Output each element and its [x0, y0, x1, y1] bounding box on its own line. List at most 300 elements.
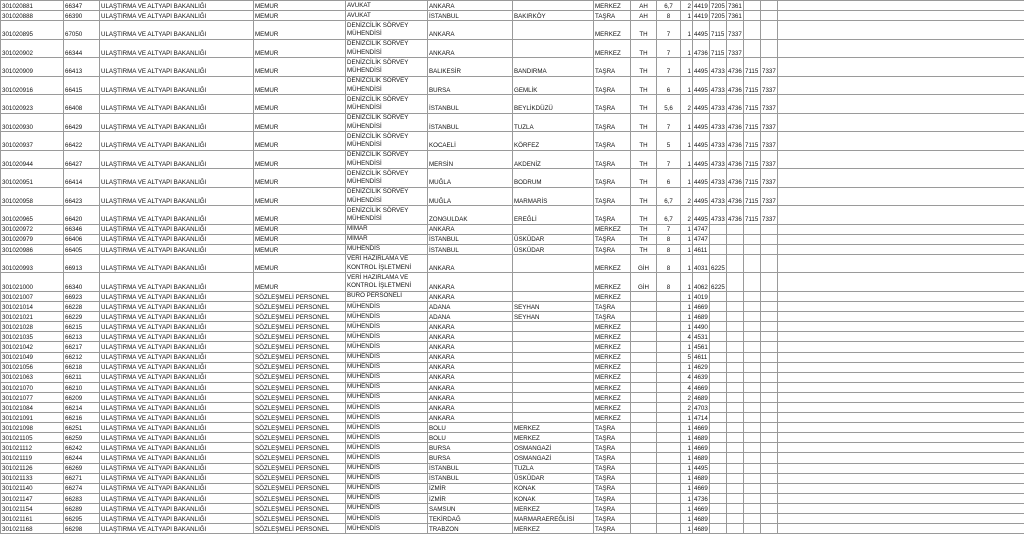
cell-qualification-4	[744, 1, 761, 11]
cell-institution: ULAŞTIRMA VE ALTYAPI BAKANLIĞI	[100, 382, 254, 392]
cell-qualification-5	[761, 11, 778, 21]
cell-degree	[657, 463, 681, 473]
cell-qualification-3	[727, 302, 744, 312]
cell-position-code: 301020923	[1, 95, 64, 114]
cell-quota: 1	[681, 423, 693, 433]
cell-city: İSTANBUL	[428, 244, 513, 254]
table-row	[1, 483, 1024, 493]
cell-quota: 1	[681, 322, 693, 332]
table-row	[1, 503, 1024, 513]
cell-qualification-1: 4419	[693, 11, 710, 21]
cell-class: TH	[631, 95, 657, 114]
cell-qualification-1: 4747	[693, 234, 710, 244]
cell-qualification-4	[744, 392, 761, 402]
cell-qualification-3	[727, 524, 744, 534]
cell-quota: 1	[681, 244, 693, 254]
cell-qualification-5: 7337	[761, 58, 778, 77]
cell-degree: 7	[657, 58, 681, 77]
cell-qualification-4: 7115	[744, 95, 761, 114]
cell-qualification-2	[710, 403, 727, 413]
cell-job-title: MÜHENDİS	[346, 332, 428, 342]
cell-quota: 2	[681, 95, 693, 114]
cell-degree	[657, 413, 681, 423]
cell-qualification-5	[761, 483, 778, 493]
cell-qualification-5: 7337	[761, 150, 778, 169]
cell-qualification-2	[710, 312, 727, 322]
table-row	[1, 342, 1024, 352]
cell-qualification-2: 4733	[710, 58, 727, 77]
cell-institution: ULAŞTIRMA VE ALTYAPI BAKANLIĞI	[100, 244, 254, 254]
cell-qualification-2	[710, 342, 727, 352]
cell-qualification-2	[710, 291, 727, 301]
cell-employment-status: SÖZLEŞMELİ PERSONEL	[254, 352, 346, 362]
cell-job-title: DENİZCİLİK SÖRVEY MÜHENDİSİ	[346, 21, 428, 40]
cell-degree	[657, 493, 681, 503]
table-row	[1, 169, 1024, 188]
cell-blank	[778, 206, 1024, 225]
cell-city: İSTANBUL	[428, 234, 513, 244]
cell-location-type: MERKEZ	[594, 362, 631, 372]
cell-qualification-2	[710, 302, 727, 312]
cell-district: BODRUM	[513, 169, 594, 188]
cell-position-code: 301021161	[1, 514, 64, 524]
cell-class: GİH	[631, 273, 657, 292]
cell-district: ÜSKÜDAR	[513, 244, 594, 254]
cell-district	[513, 403, 594, 413]
cell-blank	[778, 423, 1024, 433]
cell-employment-status: SÖZLEŞMELİ PERSONEL	[254, 291, 346, 301]
cell-qualification-4	[744, 423, 761, 433]
cell-kpss-code: 66211	[64, 372, 100, 382]
cell-location-type: TAŞRA	[594, 443, 631, 453]
cell-employment-status: SÖZLEŞMELİ PERSONEL	[254, 332, 346, 342]
cell-qualification-4	[744, 403, 761, 413]
cell-position-code: 301021056	[1, 362, 64, 372]
cell-institution: ULAŞTIRMA VE ALTYAPI BAKANLIĞI	[100, 150, 254, 169]
cell-position-code: 301020972	[1, 224, 64, 234]
cell-qualification-4	[744, 332, 761, 342]
cell-qualification-5: 7337	[761, 76, 778, 95]
cell-blank	[778, 372, 1024, 382]
cell-qualification-5	[761, 234, 778, 244]
cell-degree: 8	[657, 254, 681, 273]
cell-qualification-4: 7115	[744, 150, 761, 169]
cell-employment-status: MEMUR	[254, 150, 346, 169]
cell-qualification-3	[727, 433, 744, 443]
cell-qualification-3	[727, 312, 744, 322]
cell-blank	[778, 234, 1024, 244]
cell-qualification-1: 4495	[693, 21, 710, 40]
cell-district: KONAK	[513, 483, 594, 493]
cell-quota: 1	[681, 150, 693, 169]
cell-district: TUZLA	[513, 113, 594, 132]
cell-location-type: MERKEZ	[594, 413, 631, 423]
cell-institution: ULAŞTIRMA VE ALTYAPI BAKANLIĞI	[100, 443, 254, 453]
cell-institution: ULAŞTIRMA VE ALTYAPI BAKANLIĞI	[100, 169, 254, 188]
cell-blank	[778, 453, 1024, 463]
cell-kpss-code: 66295	[64, 514, 100, 524]
cell-qualification-1: 4062	[693, 273, 710, 292]
cell-kpss-code: 66244	[64, 453, 100, 463]
cell-qualification-1: 4495	[693, 169, 710, 188]
cell-qualification-3: 7337	[727, 21, 744, 40]
cell-class: TH	[631, 150, 657, 169]
cell-blank	[778, 443, 1024, 453]
cell-city: TEKİRDAĞ	[428, 514, 513, 524]
cell-qualification-3: 4736	[727, 95, 744, 114]
cell-class: GİH	[631, 254, 657, 273]
cell-employment-status: SÖZLEŞMELİ PERSONEL	[254, 473, 346, 483]
cell-city: ANKARA	[428, 372, 513, 382]
cell-qualification-3	[727, 463, 744, 473]
cell-class	[631, 382, 657, 392]
cell-location-type: TAŞRA	[594, 312, 631, 322]
cell-blank	[778, 132, 1024, 151]
cell-qualification-2: 4733	[710, 206, 727, 225]
cell-position-code: 301021105	[1, 433, 64, 443]
cell-qualification-3	[727, 453, 744, 463]
cell-institution: ULAŞTIRMA VE ALTYAPI BAKANLIĞI	[100, 39, 254, 58]
cell-qualification-4	[744, 453, 761, 463]
cell-kpss-code: 66259	[64, 433, 100, 443]
cell-qualification-3	[727, 413, 744, 423]
cell-qualification-2	[710, 234, 727, 244]
cell-qualification-1: 4669	[693, 302, 710, 312]
cell-qualification-4	[744, 372, 761, 382]
cell-qualification-3: 4736	[727, 150, 744, 169]
cell-class	[631, 453, 657, 463]
cell-qualification-2	[710, 372, 727, 382]
cell-location-type: MERKEZ	[594, 382, 631, 392]
cell-city: İZMİR	[428, 483, 513, 493]
cell-institution: ULAŞTIRMA VE ALTYAPI BAKANLIĞI	[100, 113, 254, 132]
cell-job-title: DENİZCİLİK SÖRVEY MÜHENDİSİ	[346, 113, 428, 132]
cell-district: BANDIRMA	[513, 58, 594, 77]
cell-city: ANKARA	[428, 362, 513, 372]
cell-qualification-2	[710, 453, 727, 463]
cell-kpss-code: 66923	[64, 291, 100, 301]
cell-employment-status: MEMUR	[254, 273, 346, 292]
cell-institution: ULAŞTIRMA VE ALTYAPI BAKANLIĞI	[100, 11, 254, 21]
cell-employment-status: MEMUR	[254, 1, 346, 11]
cell-blank	[778, 433, 1024, 443]
cell-district	[513, 382, 594, 392]
cell-job-title: MÜHENDİS	[346, 352, 428, 362]
cell-location-type: TAŞRA	[594, 206, 631, 225]
cell-employment-status: SÖZLEŞMELİ PERSONEL	[254, 423, 346, 433]
cell-job-title: DENİZCİLİK SÖRVEY MÜHENDİSİ	[346, 132, 428, 151]
cell-degree	[657, 423, 681, 433]
cell-qualification-1: 4689	[693, 453, 710, 463]
cell-district	[513, 362, 594, 372]
table-row	[1, 273, 1024, 292]
cell-kpss-code: 66214	[64, 403, 100, 413]
cell-qualification-5	[761, 1, 778, 11]
cell-job-title: MÜHENDİS	[346, 244, 428, 254]
cell-institution: ULAŞTIRMA VE ALTYAPI BAKANLIĞI	[100, 21, 254, 40]
cell-position-code: 301020944	[1, 150, 64, 169]
cell-class	[631, 413, 657, 423]
cell-kpss-code: 66413	[64, 58, 100, 77]
cell-qualification-1: 4495	[693, 113, 710, 132]
cell-city: ANKARA	[428, 21, 513, 40]
cell-qualification-5	[761, 224, 778, 234]
cell-city: ZONGULDAK	[428, 206, 513, 225]
cell-degree: 7	[657, 150, 681, 169]
cell-class	[631, 312, 657, 322]
cell-job-title: MİMAR	[346, 234, 428, 244]
table-row	[1, 224, 1024, 234]
cell-position-code: 301021084	[1, 403, 64, 413]
cell-kpss-code: 66209	[64, 392, 100, 402]
table-row	[1, 150, 1024, 169]
cell-qualification-3	[727, 362, 744, 372]
cell-degree: 7	[657, 113, 681, 132]
table-row	[1, 1, 1024, 11]
cell-job-title: MİMAR	[346, 224, 428, 234]
table-row	[1, 39, 1024, 58]
cell-job-title: DENİZCİLİK SÖRVEY MÜHENDİSİ	[346, 39, 428, 58]
cell-employment-status: SÖZLEŞMELİ PERSONEL	[254, 443, 346, 453]
cell-qualification-2	[710, 433, 727, 443]
cell-qualification-5	[761, 244, 778, 254]
cell-quota: 1	[681, 453, 693, 463]
cell-employment-status: MEMUR	[254, 244, 346, 254]
cell-qualification-2: 7115	[710, 21, 727, 40]
cell-quota: 2	[681, 392, 693, 402]
cell-employment-status: MEMUR	[254, 113, 346, 132]
cell-quota: 1	[681, 302, 693, 312]
table-row	[1, 95, 1024, 114]
cell-kpss-code: 66422	[64, 132, 100, 151]
cell-job-title: MÜHENDİS	[346, 503, 428, 513]
cell-blank	[778, 403, 1024, 413]
cell-job-title: VERİ HAZIRLAMA VE KONTROL İŞLETMENİ	[346, 254, 428, 273]
cell-qualification-5: 7337	[761, 132, 778, 151]
cell-class: TH	[631, 224, 657, 234]
cell-employment-status: MEMUR	[254, 187, 346, 206]
cell-district	[513, 352, 594, 362]
cell-quota: 1	[681, 132, 693, 151]
cell-employment-status: MEMUR	[254, 76, 346, 95]
cell-position-code: 301021147	[1, 493, 64, 503]
cell-qualification-2	[710, 514, 727, 524]
cell-institution: ULAŞTIRMA VE ALTYAPI BAKANLIĞI	[100, 312, 254, 322]
cell-quota: 1	[681, 362, 693, 372]
cell-qualification-1: 4669	[693, 503, 710, 513]
cell-qualification-4	[744, 483, 761, 493]
cell-qualification-4	[744, 224, 761, 234]
cell-employment-status: MEMUR	[254, 95, 346, 114]
cell-class	[631, 514, 657, 524]
cell-class: TH	[631, 244, 657, 254]
cell-position-code: 301021168	[1, 524, 64, 534]
cell-qualification-3	[727, 342, 744, 352]
cell-qualification-2	[710, 524, 727, 534]
cell-degree: 8	[657, 234, 681, 244]
cell-kpss-code: 66415	[64, 76, 100, 95]
cell-qualification-5	[761, 322, 778, 332]
table-row	[1, 302, 1024, 312]
cell-kpss-code: 66271	[64, 473, 100, 483]
cell-qualification-5	[761, 463, 778, 473]
cell-qualification-3: 4736	[727, 76, 744, 95]
cell-job-title: BÜRO PERSONELİ	[346, 291, 428, 301]
cell-qualification-5: 7337	[761, 187, 778, 206]
cell-qualification-5	[761, 433, 778, 443]
cell-institution: ULAŞTIRMA VE ALTYAPI BAKANLIĞI	[100, 392, 254, 402]
cell-job-title: MÜHENDİS	[346, 392, 428, 402]
cell-qualification-5	[761, 423, 778, 433]
cell-blank	[778, 150, 1024, 169]
cell-class	[631, 362, 657, 372]
cell-location-type: MERKEZ	[594, 39, 631, 58]
cell-quota: 1	[681, 234, 693, 244]
cell-location-type: TAŞRA	[594, 95, 631, 114]
cell-qualification-3	[727, 372, 744, 382]
cell-quota: 1	[681, 76, 693, 95]
cell-city: ADANA	[428, 302, 513, 312]
cell-qualification-3	[727, 423, 744, 433]
cell-quota: 1	[681, 21, 693, 40]
cell-degree	[657, 362, 681, 372]
cell-qualification-4	[744, 413, 761, 423]
cell-kpss-code: 66269	[64, 463, 100, 473]
cell-quota: 1	[681, 291, 693, 301]
cell-location-type: MERKEZ	[594, 322, 631, 332]
cell-district: TUZLA	[513, 463, 594, 473]
cell-qualification-5	[761, 493, 778, 503]
cell-degree: 6,7	[657, 206, 681, 225]
cell-kpss-code: 66429	[64, 113, 100, 132]
cell-quota: 1	[681, 483, 693, 493]
cell-qualification-1: 4611	[693, 352, 710, 362]
cell-qualification-4	[744, 473, 761, 483]
cell-city: ANKARA	[428, 382, 513, 392]
cell-qualification-4	[744, 362, 761, 372]
cell-employment-status: MEMUR	[254, 11, 346, 21]
cell-qualification-4	[744, 342, 761, 352]
cell-qualification-4: 7115	[744, 169, 761, 188]
cell-job-title: DENİZCİLİK SÖRVEY MÜHENDİSİ	[346, 187, 428, 206]
cell-quota: 1	[681, 312, 693, 322]
cell-district: OSMANGAZİ	[513, 453, 594, 463]
cell-quota: 1	[681, 273, 693, 292]
table-row	[1, 443, 1024, 453]
table-row	[1, 514, 1024, 524]
cell-qualification-2	[710, 332, 727, 342]
cell-qualification-1: 4736	[693, 493, 710, 503]
cell-institution: ULAŞTIRMA VE ALTYAPI BAKANLIĞI	[100, 362, 254, 372]
cell-qualification-2	[710, 493, 727, 503]
cell-qualification-5	[761, 312, 778, 322]
cell-city: ANKARA	[428, 1, 513, 11]
cell-employment-status: MEMUR	[254, 39, 346, 58]
cell-institution: ULAŞTIRMA VE ALTYAPI BAKANLIĞI	[100, 332, 254, 342]
cell-qualification-5	[761, 352, 778, 362]
cell-qualification-2	[710, 483, 727, 493]
cell-job-title: MÜHENDİS	[346, 302, 428, 312]
cell-position-code: 301020916	[1, 76, 64, 95]
cell-degree: 5	[657, 132, 681, 151]
cell-blank	[778, 39, 1024, 58]
cell-location-type: TAŞRA	[594, 463, 631, 473]
table-row	[1, 362, 1024, 372]
cell-employment-status: SÖZLEŞMELİ PERSONEL	[254, 312, 346, 322]
cell-qualification-5: 7337	[761, 206, 778, 225]
cell-city: ANKARA	[428, 224, 513, 234]
cell-city: ANKARA	[428, 291, 513, 301]
cell-quota: 1	[681, 113, 693, 132]
cell-qualification-2	[710, 423, 727, 433]
cell-qualification-5	[761, 403, 778, 413]
cell-qualification-1: 4611	[693, 244, 710, 254]
cell-class	[631, 403, 657, 413]
cell-institution: ULAŞTIRMA VE ALTYAPI BAKANLIĞI	[100, 273, 254, 292]
cell-location-type: MERKEZ	[594, 224, 631, 234]
cell-job-title: MÜHENDİS	[346, 443, 428, 453]
cell-district: EREĞLİ	[513, 206, 594, 225]
cell-district: OSMANGAZİ	[513, 443, 594, 453]
cell-district	[513, 1, 594, 11]
cell-qualification-4	[744, 312, 761, 322]
cell-qualification-5	[761, 302, 778, 312]
cell-blank	[778, 362, 1024, 372]
cell-kpss-code: 66251	[64, 423, 100, 433]
cell-degree	[657, 514, 681, 524]
cell-blank	[778, 58, 1024, 77]
cell-district: MARMARİS	[513, 187, 594, 206]
cell-qualification-3	[727, 514, 744, 524]
cell-quota: 2	[681, 1, 693, 11]
cell-position-code: 301021098	[1, 423, 64, 433]
cell-class	[631, 483, 657, 493]
cell-qualification-2: 7205	[710, 11, 727, 21]
cell-position-code: 301021154	[1, 503, 64, 513]
cell-qualification-1: 4736	[693, 39, 710, 58]
cell-qualification-4	[744, 503, 761, 513]
cell-qualification-5: 7337	[761, 113, 778, 132]
cell-qualification-1: 4689	[693, 473, 710, 483]
cell-class	[631, 392, 657, 402]
cell-qualification-1: 4689	[693, 312, 710, 322]
cell-job-title: AVUKAT	[346, 1, 428, 11]
cell-city: BURSA	[428, 76, 513, 95]
cell-city: İZMİR	[428, 493, 513, 503]
cell-qualification-2: 4733	[710, 76, 727, 95]
cell-location-type: MERKEZ	[594, 273, 631, 292]
cell-location-type: TAŞRA	[594, 493, 631, 503]
cell-quota: 1	[681, 524, 693, 534]
cell-qualification-3	[727, 322, 744, 332]
cell-city: ANKARA	[428, 273, 513, 292]
cell-job-title: DENİZCİLİK SÖRVEY MÜHENDİSİ	[346, 58, 428, 77]
cell-qualification-5	[761, 254, 778, 273]
cell-qualification-5	[761, 342, 778, 352]
cell-class: TH	[631, 234, 657, 244]
cell-location-type: TAŞRA	[594, 150, 631, 169]
cell-institution: ULAŞTIRMA VE ALTYAPI BAKANLIĞI	[100, 413, 254, 423]
cell-qualification-4	[744, 433, 761, 443]
cell-qualification-2: 7205	[710, 1, 727, 11]
cell-qualification-5	[761, 273, 778, 292]
cell-district: ÜSKÜDAR	[513, 234, 594, 244]
cell-location-type: TAŞRA	[594, 514, 631, 524]
cell-city: ANKARA	[428, 322, 513, 332]
table-row	[1, 463, 1024, 473]
cell-employment-status: SÖZLEŞMELİ PERSONEL	[254, 362, 346, 372]
cell-degree: 7	[657, 39, 681, 58]
